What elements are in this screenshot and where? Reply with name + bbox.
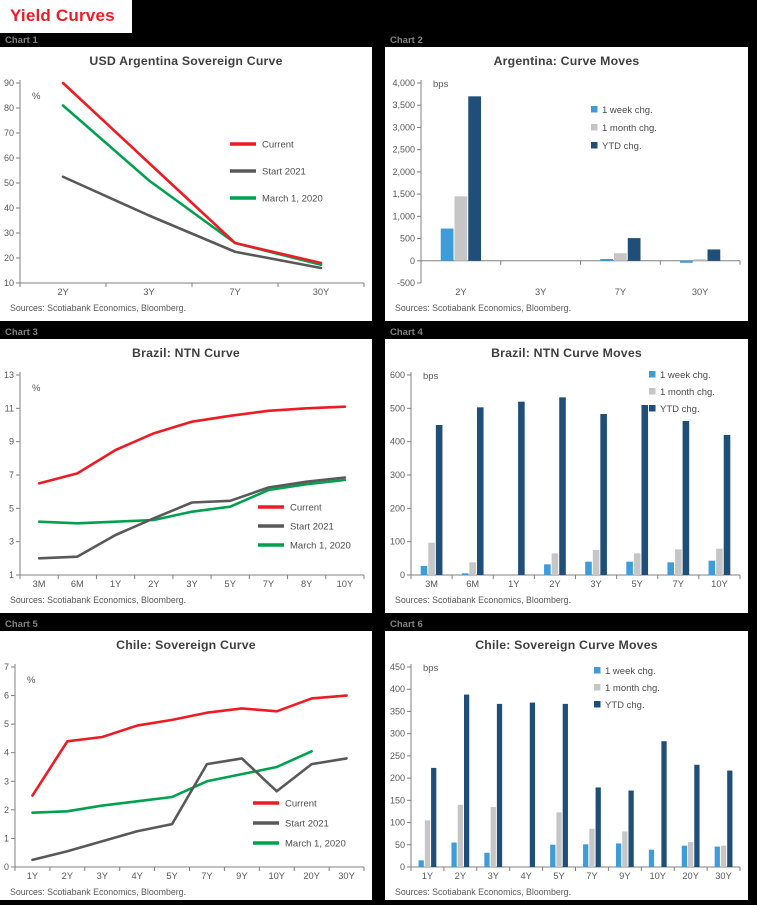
series-line [39, 407, 345, 484]
bar [421, 566, 428, 575]
bar [436, 425, 443, 575]
bar [556, 812, 561, 867]
chart-panel-1 [0, 33, 372, 321]
bar [593, 550, 600, 575]
bar [462, 573, 469, 575]
chart-body [0, 47, 372, 321]
svg-text:5: 5 [8, 503, 14, 514]
bar-chart-canvas [385, 657, 748, 885]
svg-text:2,000: 2,000 [392, 166, 415, 177]
svg-text:1 week chg.: 1 week chg. [602, 105, 653, 116]
bar [477, 407, 484, 575]
svg-text:7Y: 7Y [586, 871, 598, 881]
bar [596, 787, 601, 867]
bar [544, 564, 551, 575]
bar [626, 562, 633, 575]
legend [594, 666, 660, 711]
bar [559, 397, 566, 575]
sources-note: Sources: Scotiabank Economics, Bloomberg. [10, 303, 187, 313]
bar-series [421, 397, 731, 575]
svg-text:Start 2021: Start 2021 [285, 818, 329, 830]
x-axis [20, 283, 364, 297]
svg-text:7Y: 7Y [229, 287, 241, 297]
bar [715, 847, 720, 867]
svg-text:30Y: 30Y [715, 871, 732, 881]
chart-grid [0, 33, 748, 900]
svg-text:350: 350 [389, 706, 405, 717]
x-axis [411, 575, 740, 589]
sources-note: Sources: Scotiabank Economics, Bloomberg. [395, 887, 572, 897]
bar [682, 846, 687, 867]
bar [552, 553, 559, 575]
legend [253, 799, 346, 850]
bar-chart-canvas [385, 73, 748, 301]
svg-text:500: 500 [399, 233, 415, 244]
bar [688, 842, 693, 867]
chart-number-label: Chart 2 [385, 33, 748, 47]
bar [585, 562, 592, 575]
svg-text:2Y: 2Y [148, 579, 160, 589]
bar [724, 435, 731, 575]
bar [694, 259, 707, 261]
bar [616, 843, 621, 867]
svg-text:-500: -500 [396, 278, 415, 288]
svg-text:450: 450 [389, 662, 405, 672]
svg-text:4Y: 4Y [131, 871, 143, 881]
svg-text:2Y: 2Y [57, 287, 69, 297]
bar [683, 421, 690, 575]
svg-text:5Y: 5Y [224, 579, 236, 589]
svg-text:1: 1 [8, 570, 14, 580]
legend-swatch [649, 388, 656, 395]
legend-swatch [591, 106, 598, 113]
svg-text:20Y: 20Y [682, 871, 699, 881]
svg-text:7Y: 7Y [672, 579, 684, 589]
bar [454, 196, 467, 260]
svg-text:2Y: 2Y [61, 871, 74, 881]
svg-text:1 month chg.: 1 month chg. [605, 683, 660, 694]
bar-series [419, 695, 733, 867]
y-axis [392, 78, 421, 288]
svg-text:1Y: 1Y [109, 579, 122, 589]
svg-text:3,500: 3,500 [392, 100, 415, 111]
chart-body [0, 339, 372, 613]
svg-text:50: 50 [394, 839, 405, 850]
svg-text:1 month chg.: 1 month chg. [602, 123, 657, 134]
chart-title: Argentina: Curve Moves [493, 54, 640, 68]
legend-swatch [594, 667, 601, 674]
legend-swatch [649, 405, 656, 412]
legend-swatch [649, 371, 656, 378]
svg-text:1 month chg.: 1 month chg. [660, 387, 715, 398]
bar [675, 549, 682, 575]
svg-text:30Y: 30Y [691, 287, 709, 297]
svg-text:Current: Current [290, 502, 322, 514]
chart-body [385, 631, 748, 900]
svg-text:7Y: 7Y [201, 871, 213, 881]
bar [451, 843, 456, 867]
svg-text:20: 20 [3, 253, 14, 263]
bar [497, 704, 502, 867]
bar-series [441, 96, 721, 262]
bar [468, 96, 481, 260]
y-axis [4, 370, 20, 580]
x-axis [20, 575, 364, 589]
svg-text:5Y: 5Y [553, 871, 565, 881]
line-chart-canvas [0, 73, 372, 301]
bar [464, 695, 469, 867]
svg-text:9Y: 9Y [619, 871, 631, 881]
svg-text:1 week chg.: 1 week chg. [605, 666, 656, 677]
chart-number-label: Chart 6 [385, 617, 748, 631]
svg-text:%: % [32, 91, 41, 102]
svg-text:2Y: 2Y [549, 579, 561, 589]
svg-text:13: 13 [3, 370, 14, 380]
bar [727, 771, 732, 867]
svg-text:3,000: 3,000 [392, 122, 415, 133]
sources-note: Sources: Scotiabank Economics, Bloomberg. [10, 887, 187, 897]
svg-text:1,500: 1,500 [392, 189, 415, 200]
svg-text:30Y: 30Y [312, 287, 330, 297]
chart-number-label: Chart 1 [0, 33, 372, 47]
svg-text:March 1, 2020: March 1, 2020 [290, 540, 351, 552]
svg-text:March 1, 2020: March 1, 2020 [285, 838, 346, 850]
svg-text:Current: Current [285, 798, 317, 810]
bar [458, 805, 463, 867]
svg-text:1Y: 1Y [508, 579, 520, 589]
x-axis [411, 867, 740, 881]
svg-text:50: 50 [3, 178, 14, 188]
svg-text:bps: bps [423, 663, 439, 674]
legend-swatch [594, 701, 601, 708]
svg-text:3: 3 [3, 776, 9, 787]
svg-text:90: 90 [3, 78, 14, 88]
bar [425, 820, 430, 867]
svg-text:3Y: 3Y [96, 871, 108, 881]
svg-text:1: 1 [3, 833, 9, 844]
svg-text:1 week chg.: 1 week chg. [660, 370, 711, 381]
legend-swatch [591, 142, 598, 149]
bar [709, 561, 716, 575]
svg-text:100: 100 [389, 536, 405, 547]
chart-number-label: Chart 4 [385, 325, 748, 339]
svg-text:3M: 3M [32, 579, 46, 589]
svg-text:7Y: 7Y [614, 287, 627, 297]
bar [622, 831, 627, 867]
svg-text:%: % [27, 675, 36, 686]
chart-title: USD Argentina Sovereign Curve [89, 54, 283, 68]
svg-text:500: 500 [389, 403, 405, 414]
svg-text:4: 4 [3, 747, 9, 758]
svg-text:2,500: 2,500 [392, 144, 415, 155]
x-axis [421, 261, 740, 297]
svg-text:40: 40 [3, 203, 14, 213]
y-axis [390, 662, 411, 872]
svg-text:150: 150 [389, 795, 405, 806]
svg-text:60: 60 [3, 153, 14, 163]
bar [716, 549, 723, 575]
svg-text:3Y: 3Y [534, 287, 547, 297]
svg-text:200: 200 [389, 773, 405, 784]
svg-text:10Y: 10Y [268, 871, 286, 881]
svg-text:5Y: 5Y [166, 871, 178, 881]
svg-text:7: 7 [3, 662, 9, 672]
svg-text:100: 100 [389, 817, 405, 828]
chart-panel-2 [385, 33, 748, 321]
bar [694, 765, 699, 867]
series-line [63, 106, 321, 265]
svg-text:10Y: 10Y [336, 579, 354, 589]
svg-text:7Y: 7Y [262, 579, 275, 589]
line-chart-canvas [0, 365, 372, 593]
bar [614, 253, 627, 261]
svg-text:6: 6 [3, 690, 9, 701]
sources-note: Sources: Scotiabank Economics, Bloomberg. [395, 595, 572, 605]
bar [634, 553, 641, 575]
svg-text:3Y: 3Y [143, 287, 155, 297]
svg-text:70: 70 [3, 128, 14, 138]
svg-text:2: 2 [3, 804, 9, 815]
svg-text:9: 9 [8, 436, 14, 447]
svg-text:2Y: 2Y [454, 871, 467, 881]
svg-text:6M: 6M [70, 579, 84, 589]
sources-note: Sources: Scotiabank Economics, Bloomberg. [395, 303, 572, 313]
y-axis [4, 662, 15, 872]
svg-text:0: 0 [409, 255, 415, 266]
bar [431, 768, 436, 867]
bar [680, 261, 693, 263]
svg-text:%: % [32, 383, 41, 394]
svg-text:10: 10 [3, 278, 14, 288]
svg-text:YTD chg.: YTD chg. [660, 404, 700, 415]
bar [441, 229, 454, 261]
svg-text:4,000: 4,000 [392, 78, 415, 88]
svg-text:1Y: 1Y [26, 871, 39, 881]
bar [600, 259, 613, 261]
bar-chart-canvas [385, 365, 748, 593]
chart-panel-3 [0, 325, 372, 613]
svg-text:3Y: 3Y [487, 871, 499, 881]
svg-text:1,000: 1,000 [392, 211, 415, 222]
svg-text:bps: bps [433, 79, 449, 90]
series-line [32, 696, 346, 796]
chart-title: Chile: Sovereign Curve Moves [475, 638, 658, 652]
bar [649, 850, 654, 867]
svg-text:March 1, 2020: March 1, 2020 [262, 193, 323, 205]
svg-text:400: 400 [389, 436, 405, 447]
svg-text:5Y: 5Y [631, 579, 643, 589]
svg-text:400: 400 [389, 684, 405, 695]
svg-text:20Y: 20Y [303, 871, 320, 881]
svg-text:1Y: 1Y [421, 871, 434, 881]
svg-text:Start 2021: Start 2021 [290, 521, 334, 533]
line-chart-canvas [0, 657, 372, 885]
legend-swatch [591, 124, 598, 131]
y-axis [390, 370, 411, 580]
bar [428, 543, 435, 575]
chart-number-label: Chart 5 [0, 617, 372, 631]
bar [721, 846, 726, 867]
svg-text:0: 0 [399, 862, 405, 872]
chart-panel-6 [385, 617, 748, 900]
chart-body [385, 339, 748, 613]
x-axis [15, 867, 364, 881]
bar [661, 741, 666, 867]
svg-text:bps: bps [423, 371, 439, 382]
svg-text:200: 200 [389, 503, 405, 514]
bar [469, 562, 476, 575]
bar [419, 860, 424, 867]
svg-text:11: 11 [4, 403, 14, 414]
svg-text:10Y: 10Y [711, 579, 728, 589]
chart-body [385, 47, 748, 321]
svg-text:8Y: 8Y [300, 579, 313, 589]
svg-text:0: 0 [399, 570, 405, 580]
svg-text:3Y: 3Y [590, 579, 602, 589]
bar [628, 791, 633, 867]
bar [641, 405, 648, 575]
chart-panel-5 [0, 617, 372, 900]
svg-text:Current: Current [262, 139, 294, 151]
bar [667, 562, 674, 575]
bar [491, 807, 496, 867]
svg-text:10Y: 10Y [649, 871, 667, 881]
chart-title: Brazil: NTN Curve [132, 346, 240, 360]
chart-body [0, 631, 372, 900]
y-axis [4, 78, 20, 288]
bar [600, 414, 607, 575]
svg-text:Start 2021: Start 2021 [262, 166, 306, 178]
svg-text:YTD chg.: YTD chg. [602, 141, 642, 152]
svg-text:9Y: 9Y [236, 871, 248, 881]
svg-text:3: 3 [8, 536, 14, 547]
svg-text:7: 7 [8, 470, 14, 480]
legend-swatch [594, 684, 601, 691]
masthead [0, 0, 132, 33]
bar [589, 829, 594, 867]
bar [563, 704, 568, 867]
svg-text:300: 300 [389, 728, 405, 739]
bar [583, 844, 588, 867]
bar [518, 402, 525, 575]
svg-text:3M: 3M [425, 579, 439, 589]
bar [708, 249, 721, 260]
page-title: Yield Curves [10, 6, 115, 25]
svg-text:80: 80 [3, 103, 14, 113]
bar [550, 845, 555, 867]
bar [484, 853, 489, 867]
legend [591, 105, 657, 152]
legend [649, 370, 715, 415]
chart-title: Brazil: NTN Curve Moves [491, 346, 642, 360]
svg-text:30: 30 [3, 228, 14, 238]
svg-text:6M: 6M [466, 579, 480, 589]
svg-text:300: 300 [389, 470, 405, 480]
svg-text:4Y: 4Y [520, 871, 532, 881]
svg-text:0: 0 [3, 862, 9, 872]
svg-text:5: 5 [3, 719, 9, 730]
legend [258, 503, 351, 552]
chart-panel-4 [385, 325, 748, 613]
svg-text:600: 600 [389, 370, 405, 380]
svg-text:3Y: 3Y [186, 579, 198, 589]
svg-text:250: 250 [389, 750, 405, 761]
svg-text:2Y: 2Y [455, 287, 467, 297]
chart-title: Chile: Sovereign Curve [116, 638, 256, 652]
svg-text:30Y: 30Y [338, 871, 355, 881]
bar [628, 238, 641, 261]
legend [230, 140, 323, 205]
sources-note: Sources: Scotiabank Economics, Bloomberg. [10, 595, 187, 605]
bar [530, 703, 535, 867]
svg-text:YTD chg.: YTD chg. [605, 700, 645, 711]
chart-number-label: Chart 3 [0, 325, 372, 339]
